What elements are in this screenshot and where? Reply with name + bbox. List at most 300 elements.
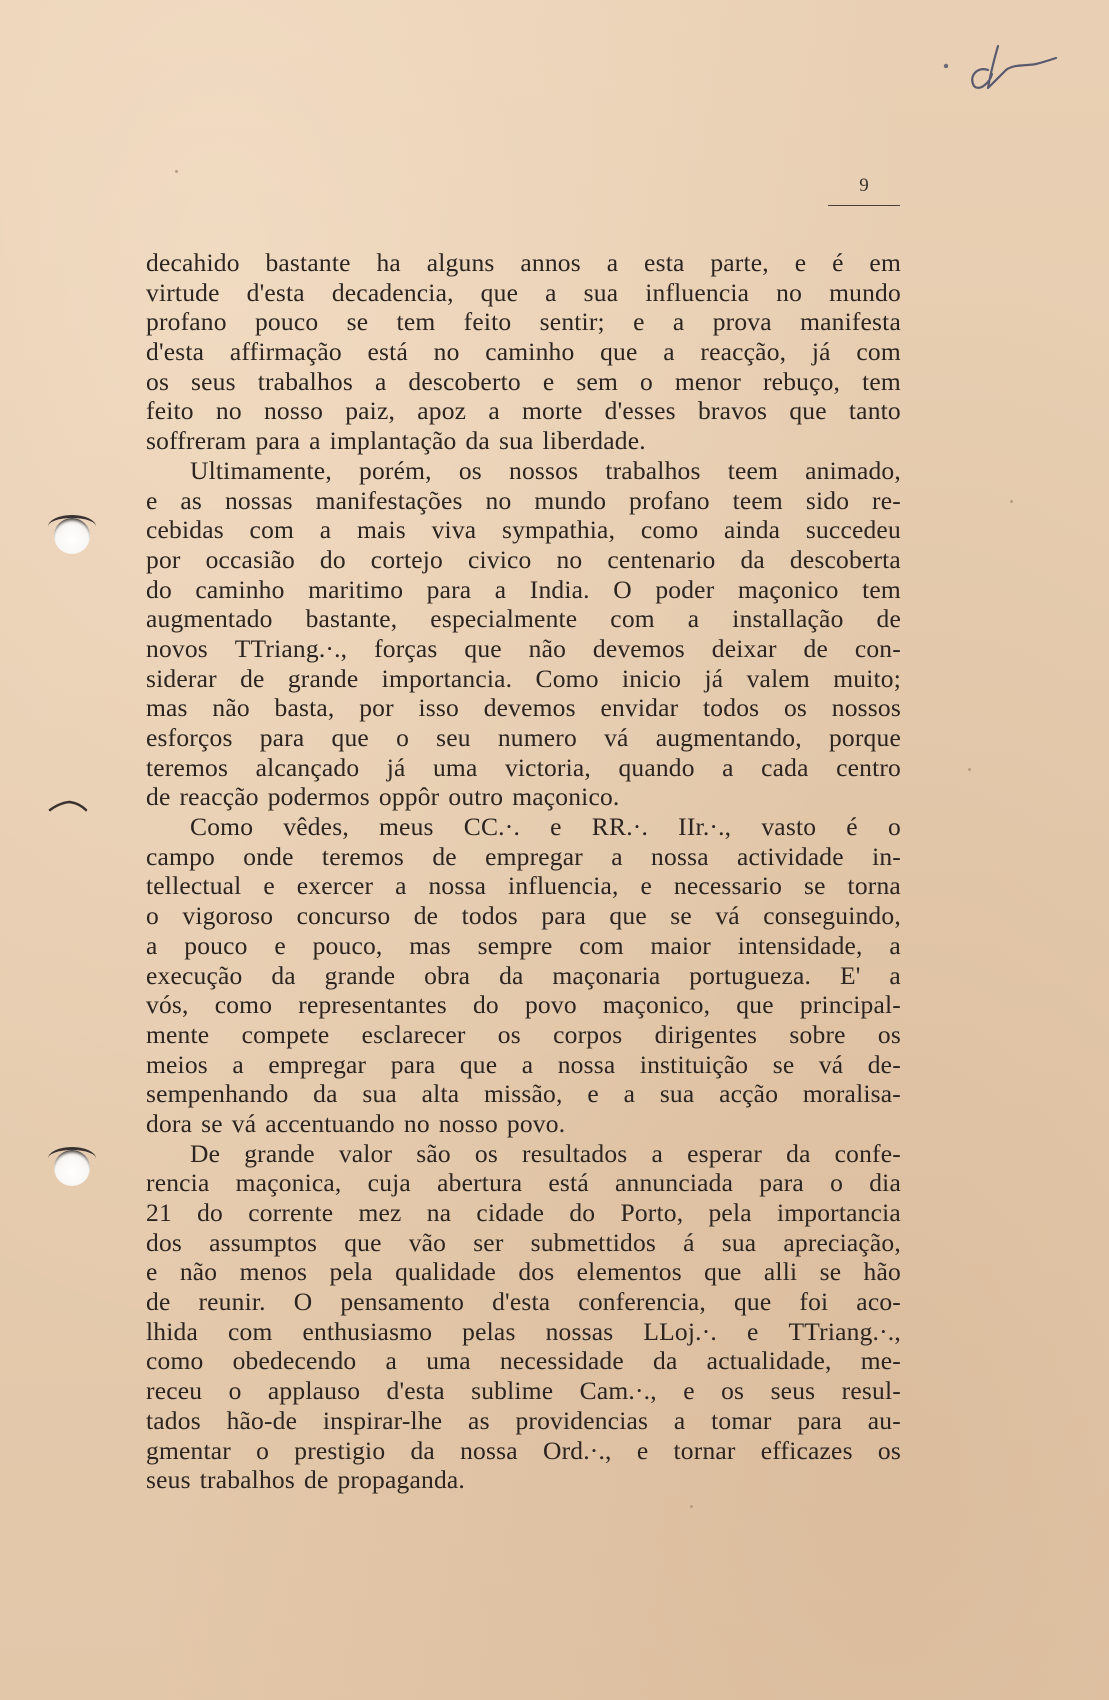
word: bastante, xyxy=(305,604,398,634)
word: povo. xyxy=(506,1108,566,1138)
word: manifestações xyxy=(315,485,463,515)
word: hão-de xyxy=(226,1405,298,1435)
word: para xyxy=(541,901,586,931)
word: sobre xyxy=(789,1019,846,1049)
word: que xyxy=(459,1049,498,1079)
text-line xyxy=(146,1139,901,1169)
word: a xyxy=(521,1049,534,1079)
word: pouco xyxy=(254,307,319,337)
text-line xyxy=(146,1376,901,1406)
word: trabalhos xyxy=(257,366,353,396)
word: O xyxy=(613,574,632,604)
page-number: 9 xyxy=(859,175,869,196)
word: TTriang.·., xyxy=(788,1316,901,1346)
word: torna xyxy=(847,871,901,901)
word: já xyxy=(386,752,406,782)
word: intensidade, xyxy=(737,930,863,960)
word: que xyxy=(480,277,519,307)
text-line xyxy=(146,1317,901,1347)
punch-hole-icon xyxy=(54,518,90,554)
word: representantes xyxy=(298,990,447,1020)
text-line xyxy=(146,248,901,278)
text-line xyxy=(146,1198,901,1228)
text-line xyxy=(146,1109,901,1139)
text-line xyxy=(146,931,901,961)
word: parte, xyxy=(710,248,769,277)
word: cortejo xyxy=(370,544,443,574)
word: morte xyxy=(522,396,583,426)
word: no xyxy=(215,396,242,426)
word: RR.·. xyxy=(591,812,649,842)
word: sua xyxy=(583,277,619,307)
punch-hole-icon xyxy=(54,1150,90,1186)
text-line xyxy=(146,367,901,397)
word: resul- xyxy=(841,1376,901,1406)
text-line xyxy=(146,604,901,634)
word: de xyxy=(146,782,171,812)
word: os xyxy=(497,1019,521,1049)
word: e xyxy=(587,1079,599,1109)
word: a xyxy=(889,960,901,990)
word: tem xyxy=(396,307,436,337)
word: muito; xyxy=(833,663,901,693)
word: para xyxy=(255,426,301,456)
word: maçonico, xyxy=(602,990,711,1020)
paper-speck xyxy=(175,170,178,173)
word: pelas xyxy=(462,1316,516,1346)
text-line xyxy=(146,634,901,664)
word: a xyxy=(232,1049,244,1079)
word: sympathia, xyxy=(501,515,616,545)
word: a xyxy=(623,1079,636,1109)
word: reunir. xyxy=(198,1287,266,1317)
word: ha xyxy=(376,248,401,277)
word: grande xyxy=(287,663,359,693)
word: pela xyxy=(708,1198,752,1227)
word: importancia xyxy=(776,1198,901,1227)
text-line xyxy=(146,307,901,337)
text-line xyxy=(146,278,901,308)
word: a xyxy=(488,396,500,426)
word: nosso xyxy=(438,1108,498,1138)
word: basta, xyxy=(274,693,335,723)
word: os xyxy=(783,693,808,723)
word: trabalhos xyxy=(199,1465,295,1495)
word: e xyxy=(542,366,555,396)
word: quando xyxy=(618,752,695,782)
word: valem xyxy=(746,663,810,693)
word: a xyxy=(722,752,734,782)
word: principal- xyxy=(799,990,901,1020)
word: vá xyxy=(231,1108,257,1138)
word: importancia. xyxy=(381,663,513,693)
word: soffreram xyxy=(146,426,247,456)
word: rebuço, xyxy=(762,366,841,396)
word: actualidade, xyxy=(706,1346,832,1376)
word: annunciada xyxy=(615,1168,734,1198)
word: esclarecer xyxy=(361,1019,466,1049)
text-line xyxy=(146,426,901,456)
word: mais xyxy=(356,515,406,545)
text-line xyxy=(146,990,901,1020)
text-line xyxy=(146,1287,901,1317)
word: se xyxy=(819,1257,842,1287)
word: influencia xyxy=(645,277,750,307)
word: d'esta xyxy=(386,1376,445,1406)
word: mundo xyxy=(829,277,901,307)
word: como xyxy=(146,1346,204,1376)
word: obra xyxy=(424,960,471,990)
body-text xyxy=(146,248,901,1495)
word: á xyxy=(683,1227,695,1257)
word: como xyxy=(640,515,699,545)
word: alguns xyxy=(426,248,495,277)
word: pela xyxy=(329,1257,373,1287)
word: virtude xyxy=(146,277,220,307)
word: nosso xyxy=(263,396,324,426)
word: cidade xyxy=(476,1198,545,1227)
word: o xyxy=(639,366,653,396)
word: a xyxy=(673,1405,686,1435)
word: empregar xyxy=(485,841,583,871)
word: com xyxy=(227,1316,273,1346)
word: do xyxy=(197,1198,223,1227)
word: tem xyxy=(862,366,901,396)
text-line xyxy=(146,515,901,545)
word: os xyxy=(877,1435,901,1465)
word: execução xyxy=(146,960,243,990)
word: Porto, xyxy=(620,1198,684,1227)
text-line xyxy=(146,871,901,901)
word: animado, xyxy=(805,455,901,485)
word: concurso xyxy=(296,901,391,931)
word: e xyxy=(274,930,286,960)
word: teremos xyxy=(146,752,229,782)
word: se xyxy=(201,1108,223,1138)
word: a xyxy=(606,248,619,277)
word: centro xyxy=(836,752,901,782)
word: os xyxy=(458,455,482,485)
word: prova xyxy=(712,307,772,337)
text-line xyxy=(146,1050,901,1080)
word: não xyxy=(179,1257,218,1287)
word: receu xyxy=(146,1376,203,1406)
word: actividade xyxy=(737,841,844,871)
word: que xyxy=(736,990,774,1020)
text-line xyxy=(146,961,901,991)
word: vasto xyxy=(761,812,817,842)
word: sua xyxy=(721,1227,757,1257)
word: que xyxy=(600,337,638,367)
text-line xyxy=(146,337,901,367)
word: rencia xyxy=(146,1168,210,1198)
word: augmentando, xyxy=(655,723,802,752)
word: está xyxy=(548,1168,589,1198)
word: me- xyxy=(860,1346,901,1376)
text-line xyxy=(146,782,901,812)
word: d'esta xyxy=(492,1287,551,1317)
word: vêdes, xyxy=(283,812,349,842)
word: meus xyxy=(379,812,434,842)
word: para xyxy=(759,1168,804,1198)
word: que xyxy=(344,1227,382,1257)
word: a xyxy=(395,871,407,901)
word: para xyxy=(259,723,305,752)
word: qualidade xyxy=(395,1257,496,1287)
word: influencia, xyxy=(508,871,619,901)
word: caminho xyxy=(485,337,575,367)
word: Como xyxy=(535,663,599,693)
word: nossa xyxy=(428,871,487,901)
word: tanto xyxy=(848,396,901,426)
word: caminho xyxy=(195,574,285,604)
word: teem xyxy=(727,455,779,485)
word: outro xyxy=(448,782,504,812)
word: para xyxy=(797,1405,843,1435)
word: profano xyxy=(146,307,227,337)
word: a xyxy=(374,366,387,396)
word: TTriang.·., xyxy=(234,633,348,663)
word: a xyxy=(889,930,901,960)
word: por xyxy=(146,544,181,574)
word: cuja xyxy=(367,1168,411,1198)
word: seus xyxy=(146,1465,191,1495)
word: Ultimamente, xyxy=(190,455,332,485)
word: paiz, xyxy=(345,396,396,426)
word: maritimo xyxy=(308,574,404,604)
word: se xyxy=(803,871,826,901)
word: exercer xyxy=(296,871,374,901)
word: dos xyxy=(146,1227,183,1257)
text-line xyxy=(146,1257,901,1287)
word: sua xyxy=(498,426,534,456)
word: de xyxy=(240,663,265,693)
word: que xyxy=(789,396,827,426)
word: feito xyxy=(146,396,194,426)
word: vigoroso xyxy=(182,901,274,931)
word: é xyxy=(832,248,844,277)
word: todos xyxy=(703,693,760,723)
word: na xyxy=(426,1198,452,1227)
word: grande xyxy=(324,960,396,990)
text-line xyxy=(146,545,901,575)
word: de- xyxy=(867,1049,901,1079)
word: seus xyxy=(770,1376,816,1406)
word: não xyxy=(528,633,567,663)
word: nossas xyxy=(545,1316,614,1346)
word: deixar xyxy=(711,633,777,663)
text-line xyxy=(146,575,901,605)
word: a xyxy=(545,277,557,307)
word: sempenhando xyxy=(146,1079,289,1109)
paper-speck xyxy=(690,1505,693,1508)
word: e xyxy=(550,812,562,842)
word: compete xyxy=(241,1019,330,1049)
word: cada xyxy=(761,752,809,782)
word: resultados xyxy=(522,1138,628,1168)
word: confe- xyxy=(834,1138,901,1168)
word: cebidas xyxy=(146,515,224,545)
handwritten-mark-icon xyxy=(940,40,1060,100)
word: a xyxy=(385,1346,398,1376)
word: enthusiasmo xyxy=(302,1316,433,1346)
word: meios xyxy=(146,1049,208,1079)
word: menos xyxy=(239,1257,308,1287)
word: maçonico. xyxy=(512,782,620,812)
word: foi xyxy=(799,1287,829,1317)
word: succedeu xyxy=(805,515,901,545)
word: de xyxy=(432,841,457,871)
word: tornar xyxy=(673,1435,736,1465)
word: sido xyxy=(805,485,850,515)
text-line xyxy=(146,1346,901,1376)
word: d'esses xyxy=(604,396,676,426)
text-line xyxy=(146,396,901,426)
word: com xyxy=(856,337,901,367)
word: reacção xyxy=(179,782,259,812)
word: a xyxy=(663,337,675,367)
paper-speck xyxy=(1010,500,1013,503)
word: uma xyxy=(426,1346,471,1376)
word: no xyxy=(776,277,803,307)
word: manifesta xyxy=(800,307,901,337)
word: povo xyxy=(524,990,577,1020)
word: decadencia, xyxy=(331,277,454,307)
margin-mark-icon xyxy=(48,800,88,812)
word: da xyxy=(499,960,524,990)
word: mez xyxy=(358,1198,402,1227)
word: hão xyxy=(863,1257,901,1287)
word: alcançado xyxy=(255,752,360,782)
word: que xyxy=(464,633,502,663)
word: esforços xyxy=(146,723,233,752)
word: ainda xyxy=(723,515,781,545)
word: e xyxy=(263,871,275,901)
word: que xyxy=(704,1257,742,1287)
word: o xyxy=(146,901,159,931)
text-line xyxy=(146,1079,901,1109)
word: LLoj.·. xyxy=(643,1316,717,1346)
word: d'esta xyxy=(146,337,205,367)
text-line xyxy=(146,693,901,723)
word: ser xyxy=(473,1227,504,1257)
word: os xyxy=(474,1138,498,1168)
word: da xyxy=(465,426,490,456)
word: nossos xyxy=(831,693,901,723)
word: vá xyxy=(818,1049,844,1079)
text-line xyxy=(146,812,901,842)
word: vós, xyxy=(146,990,189,1020)
word: e xyxy=(683,1376,695,1406)
word: elementos xyxy=(576,1257,682,1287)
word: da xyxy=(786,1138,811,1168)
word: bastante xyxy=(265,248,351,277)
word: instituição xyxy=(639,1049,749,1079)
word: decahido xyxy=(146,248,240,277)
word: dos xyxy=(518,1257,555,1287)
word: onde xyxy=(243,841,294,871)
word: civico xyxy=(467,544,532,574)
word: alta xyxy=(421,1079,460,1109)
word: o xyxy=(830,1168,844,1198)
word: d'esta xyxy=(246,277,305,307)
word: sentir; xyxy=(539,307,605,337)
word: no xyxy=(433,337,460,367)
word: do xyxy=(472,990,499,1020)
word: apoz xyxy=(417,396,467,426)
word: e xyxy=(636,1435,649,1465)
word: liberdade. xyxy=(542,426,646,456)
word: mente xyxy=(146,1019,210,1049)
word: feito xyxy=(463,307,512,337)
text-line xyxy=(146,842,901,872)
word: se xyxy=(346,307,369,337)
word: missão, xyxy=(483,1079,563,1109)
word: pouco xyxy=(184,930,248,960)
word: uma xyxy=(432,752,478,782)
word: que xyxy=(609,901,647,931)
word: corrente xyxy=(248,1198,334,1227)
word: sempre xyxy=(477,930,553,960)
word: teem xyxy=(732,485,783,515)
word: vão xyxy=(408,1227,447,1257)
word: seu xyxy=(436,723,471,752)
word: isso xyxy=(418,693,459,723)
word: de xyxy=(413,901,439,931)
word: in- xyxy=(872,841,901,871)
word: obedecendo xyxy=(232,1346,357,1376)
word: mas xyxy=(409,930,451,960)
word: já xyxy=(704,663,724,693)
word: prestigio xyxy=(294,1435,386,1465)
word: é xyxy=(846,812,858,842)
word: maior xyxy=(650,930,711,960)
word: nossa xyxy=(557,1049,616,1079)
word: devemos xyxy=(592,633,685,663)
word: empregar xyxy=(268,1049,367,1079)
word: pensamento xyxy=(340,1287,465,1317)
word: propaganda. xyxy=(337,1465,465,1495)
text-line xyxy=(146,1020,901,1050)
word: O xyxy=(293,1287,313,1317)
word: o xyxy=(887,812,901,842)
word: do xyxy=(146,574,172,604)
word: que xyxy=(733,1287,772,1317)
text-line xyxy=(146,723,901,753)
word: no xyxy=(485,485,512,515)
word: 21 xyxy=(146,1198,172,1227)
word: poder xyxy=(655,574,715,604)
text-line xyxy=(146,901,901,931)
word: alli xyxy=(763,1257,798,1287)
text-line xyxy=(146,1465,901,1495)
word: mas xyxy=(146,693,188,723)
word: aco- xyxy=(856,1287,901,1317)
word: lhida xyxy=(146,1316,198,1346)
word: para xyxy=(390,1049,436,1079)
word: e xyxy=(146,485,158,515)
word: nossa xyxy=(651,841,709,871)
word: da xyxy=(740,544,765,574)
word: no xyxy=(403,1108,430,1138)
word: pouco, xyxy=(312,930,383,960)
word: apreciação, xyxy=(783,1227,901,1257)
word: envidar xyxy=(600,693,679,723)
word: vá xyxy=(715,901,740,931)
word: centenario xyxy=(607,544,716,574)
word: necessario xyxy=(673,871,783,901)
word: conseguindo, xyxy=(763,901,901,931)
